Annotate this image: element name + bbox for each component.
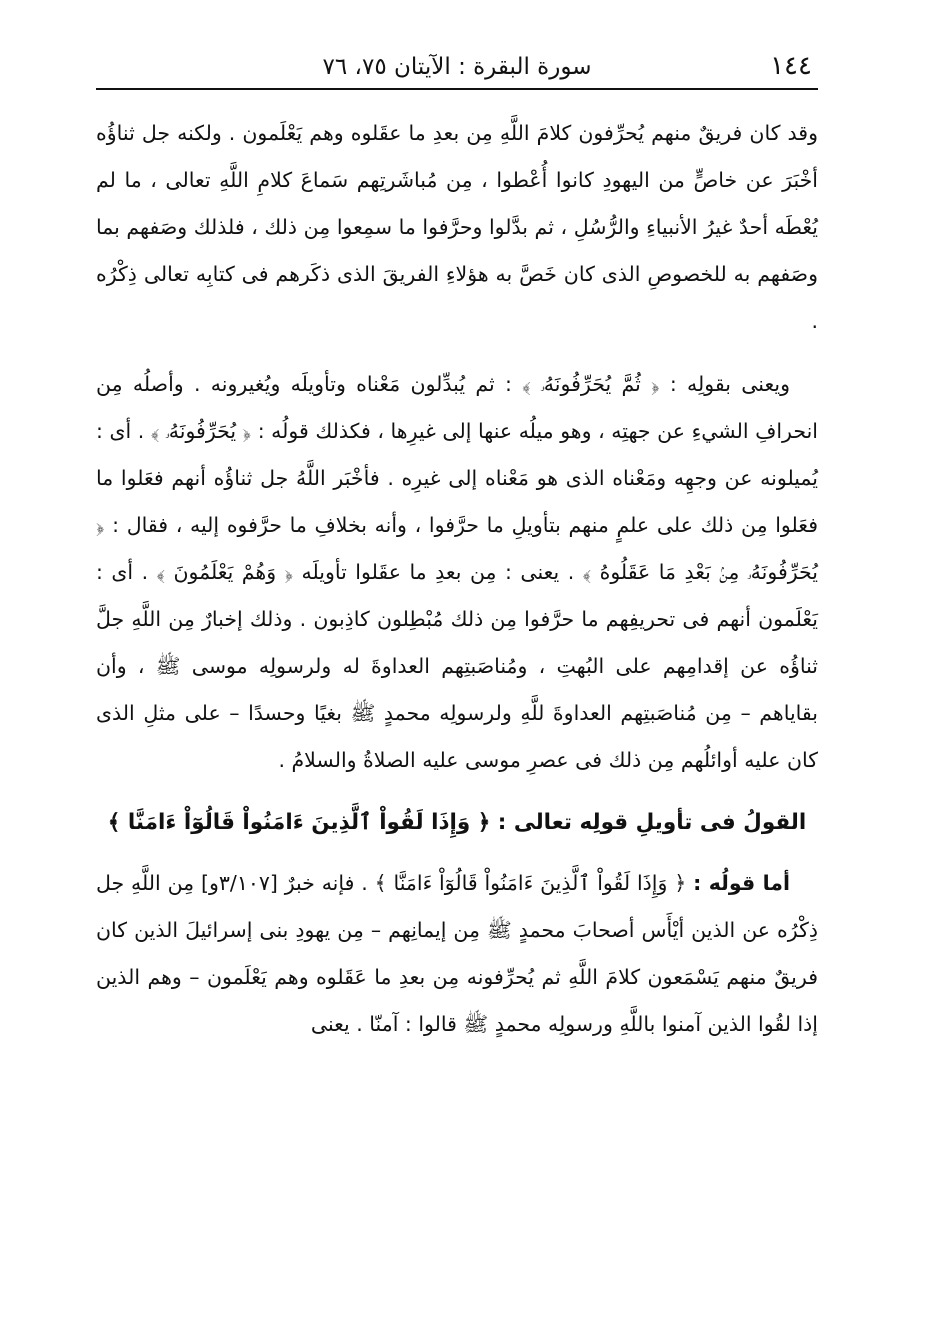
paragraph-3-lead: أما قولُه :: [693, 871, 790, 895]
header-title: سورة البقرة : الآيتان ٧٥، ٧٦: [322, 54, 592, 80]
paragraph-3-text: ﴿ وَإِذَا لَقُواْ ٱلَّذِينَ ءَامَنُواْ قَالُوٓاْ ءَامَنَّا ﴾ . فإنه خبرٌ [٣/١٠٧و] مِن اللَّهِ جل ذِكْرُه عن الذين أيْأَس أصحابَ محمدٍ ﷺ مِن إيمانِهم – مِن يهودِ بنى إسرائيلَ الذين كان فريقٌ منهم يَسْمَعون كلامَ اللَّهِ ثم يُحرِّفونه مِن بعدِ ما عَقَلوه وهم يَعْلَمون – وهم الذين إذا لقُوا الذين آمنوا باللَّهِ ورسولِه محمدٍ ﷺ قالوا : آمنّا . يعنى: [96, 871, 818, 1036]
paragraph-3: [96, 860, 818, 1048]
running-header: [96, 48, 818, 90]
section-heading: القولُ فى تأويلِ قولِه تعالى : ﴿ وَإِذَا لَقُواْ ٱلَّذِينَ ءَامَنُواْ قَالُوٓاْ ءَامَنَّا ﴾: [107, 810, 807, 835]
page-number: ١٤٤: [770, 51, 812, 81]
book-page: [96, 48, 818, 1308]
paragraph-1: وقد كان فريقٌ منهم يُحرِّفون كلامَ اللَّهِ مِن بعدِ ما عقَلوه وهم يَعْلَمون . ولكنه جل ثناؤُه أخْبَرَ عن خاصٍّ من اليهودِ كانوا أُعْطوا ، مِن مُباشَرتِهم سَماعَ كلامِ اللَّهِ تعالى ، ما لم يُعْطَه أحدٌ غيرُ الأنبياءِ والرُّسُلِ ، ثم بدَّلوا وحرَّفوا ما سمِعوا مِن ذلك ، فلذلك وصَفهم بما وصَفهم به للخصوصِ الذى كان خَصَّ به هؤلاءِ الفريقَ الذى ذكَرهم فى كتابِه تعالى ذِكْرُه .: [96, 121, 818, 333]
paragraph-2: ويعنى بقولِه : ﴿ ثُمَّ يُحَرِّفُونَهُۥ ﴾ : ثم يُبدِّلون مَعْناه وتأويلَه ويُغيرونه . وأصلُه مِن انحرافِ الشيءِ عن جهتِه ، وهو ميلُه عنها إلى غيرِها ، فكذلك قولُه : ﴿ يُحَرِّفُونَهُۥ ﴾ . أى : يُميلونه عن وجهِه ومَعْناه الذى هو مَعْناه إلى غيرِه . فأخْبَر اللَّهُ جل ثناؤُه أنهم فعَلوا ما فعَلوا مِن ذلك على علمٍ منهم بتأويلِ ما حرَّفوا ، وأنه بخلافِ ما حرَّفوه إليه ، فقال : ﴿ يُحَرِّفُونَهُۥ مِنۢ بَعْدِ مَا عَقَلُوهُ ﴾ . يعنى : مِن بعدِ ما عقَلوا تأويلَه ﴿ وَهُمْ يَعْلَمُونَ ﴾ . أى : يَعْلَمون أنهم فى تحريفِهم ما حرَّفوا مِن ذلك مُبْطِلون كاذِبون . وذلك إخبارٌ مِن اللَّهِ جلَّ ثناؤُه عن إقدامِهم على البُهتِ ، ومُناصَبتِهم العداوةَ له ولرسولِه موسى ﷺ ، وأن بقاياهم – مِن مُناصَبتِهم العداوةَ للَّهِ ولرسولِه محمدٍ ﷺ بغيًا وحسدًا – على مثلِ الذى كان عليه أوائلُهم مِن ذلك فى عصرِ موسى عليه الصلاةُ والسلامُ .: [96, 372, 818, 772]
